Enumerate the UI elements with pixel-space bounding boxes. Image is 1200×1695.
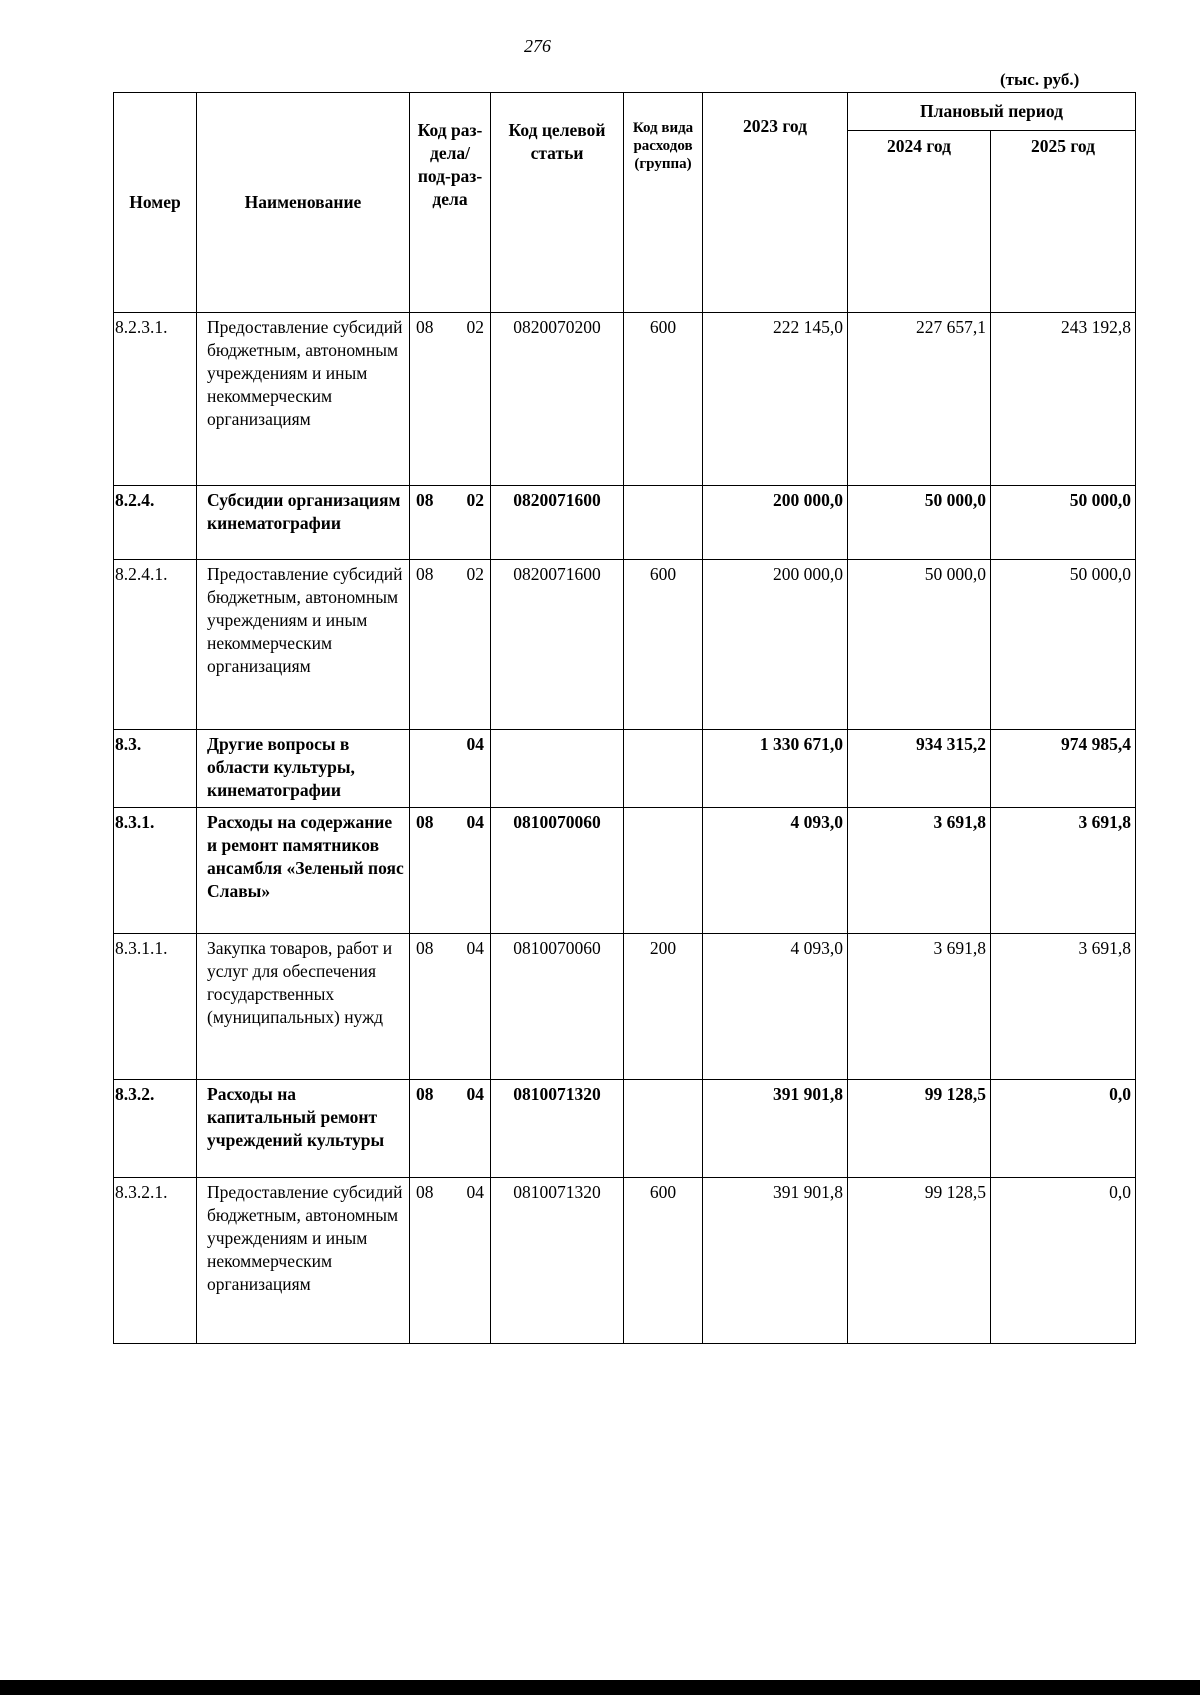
table-row (114, 730, 1136, 808)
row-number: 8.2.3.1. (114, 313, 197, 486)
row-section: 08 (416, 490, 434, 510)
header-year-2025: 2025 год (991, 131, 1136, 313)
table-row (114, 560, 1136, 730)
row-target-code: 0810071320 (491, 1178, 624, 1344)
header-number: Номер (114, 93, 197, 313)
row-target-code: 0820071600 (491, 486, 624, 560)
row-section: 08 (416, 317, 434, 337)
row-number: 8.2.4.1. (114, 560, 197, 730)
table-row (114, 313, 1136, 486)
row-target-code: 0810071320 (491, 1080, 624, 1178)
table-body (114, 313, 1136, 1344)
row-subsection: 04 (466, 812, 484, 832)
row-amount-2025: 0,0 (991, 1178, 1136, 1344)
row-expense-type (624, 486, 703, 560)
row-amount-2025: 0,0 (991, 1080, 1136, 1178)
row-amount-2025: 3 691,8 (991, 808, 1136, 934)
row-name: Предоставление субсидий бюджетным, автономным учреждениям и иным некоммерческим организациям (197, 1178, 410, 1344)
row-section-code (410, 808, 491, 934)
row-subsection: 02 (466, 317, 484, 337)
row-name: Предоставление субсидий бюджетным, автономным учреждениям и иным некоммерческим организациям (197, 313, 410, 486)
row-amount-2023: 4 093,0 (703, 808, 848, 934)
scan-border (0, 1680, 1200, 1695)
row-target-code: 0820071600 (491, 560, 624, 730)
header-year-2023: 2023 год (703, 93, 848, 313)
row-number: 8.2.4. (114, 486, 197, 560)
header-section-code: Код раз-дела/ под-раз-дела (410, 93, 491, 313)
table-row (114, 1080, 1136, 1178)
header-target-code: Код целевой статьи (491, 93, 624, 313)
row-number: 8.3. (114, 730, 197, 808)
row-subsection: 02 (466, 564, 484, 584)
table-row (114, 808, 1136, 934)
row-name: Расходы на капитальный ремонт учреждений культуры (197, 1080, 410, 1178)
row-name: Расходы на содержание и ремонт памятников ансамбля «Зеленый пояс Славы» (197, 808, 410, 934)
row-amount-2023: 391 901,8 (703, 1178, 848, 1344)
row-subsection: 04 (466, 938, 484, 958)
units-label: (тыс. руб.) (1000, 70, 1080, 89)
row-amount-2024: 3 691,8 (848, 808, 991, 934)
row-expense-type (624, 730, 703, 808)
row-section-code (410, 560, 491, 730)
table-row (114, 486, 1136, 560)
row-amount-2025: 974 985,4 (991, 730, 1136, 808)
row-name: Субсидии организациям кинематографии (197, 486, 410, 560)
row-section-code (410, 313, 491, 486)
row-number: 8.3.2.1. (114, 1178, 197, 1344)
table-row (114, 1178, 1136, 1344)
row-number: 8.3.1.1. (114, 934, 197, 1080)
row-amount-2024: 227 657,1 (848, 313, 991, 486)
header-expense-type-code: Код вида расходов (группа) (624, 93, 703, 313)
row-number: 8.3.1. (114, 808, 197, 934)
header-planning-period: Плановый период (848, 93, 1136, 131)
row-name: Закупка товаров, работ и услуг для обеспечения государственных (муниципальных) нужд (197, 934, 410, 1080)
row-section: 08 (416, 564, 434, 584)
row-section-code (410, 486, 491, 560)
table-row (114, 934, 1136, 1080)
row-section: 08 (416, 1084, 434, 1104)
row-subsection: 02 (466, 490, 484, 510)
row-subsection: 04 (466, 734, 484, 754)
row-expense-type: 200 (624, 934, 703, 1080)
row-target-code: 0820070200 (491, 313, 624, 486)
row-amount-2025: 243 192,8 (991, 313, 1136, 486)
row-amount-2024: 99 128,5 (848, 1178, 991, 1344)
row-expense-type (624, 1080, 703, 1178)
header-year-2024: 2024 год (848, 131, 991, 313)
row-target-code (491, 730, 624, 808)
row-amount-2023: 200 000,0 (703, 486, 848, 560)
row-expense-type: 600 (624, 560, 703, 730)
row-amount-2023: 1 330 671,0 (703, 730, 848, 808)
row-section-code (410, 934, 491, 1080)
row-number: 8.3.2. (114, 1080, 197, 1178)
row-section-code (410, 730, 491, 808)
row-expense-type: 600 (624, 1178, 703, 1344)
row-amount-2024: 50 000,0 (848, 486, 991, 560)
row-section-code (410, 1080, 491, 1178)
row-subsection: 04 (466, 1084, 484, 1104)
row-section: 08 (416, 1182, 434, 1202)
row-amount-2023: 200 000,0 (703, 560, 848, 730)
row-name: Предоставление субсидий бюджетным, автономным учреждениям и иным некоммерческим организациям (197, 560, 410, 730)
budget-table (113, 92, 1136, 1344)
row-name: Другие вопросы в области культуры, кинематографии (197, 730, 410, 808)
row-section-code (410, 1178, 491, 1344)
row-amount-2024: 99 128,5 (848, 1080, 991, 1178)
row-section: 08 (416, 938, 434, 958)
row-amount-2023: 391 901,8 (703, 1080, 848, 1178)
row-amount-2023: 4 093,0 (703, 934, 848, 1080)
row-target-code: 0810070060 (491, 808, 624, 934)
row-target-code: 0810070060 (491, 934, 624, 1080)
row-amount-2024: 3 691,8 (848, 934, 991, 1080)
row-amount-2024: 934 315,2 (848, 730, 991, 808)
row-expense-type: 600 (624, 313, 703, 486)
row-amount-2023: 222 145,0 (703, 313, 848, 486)
row-amount-2025: 50 000,0 (991, 560, 1136, 730)
row-subsection: 04 (466, 1182, 484, 1202)
row-amount-2025: 50 000,0 (991, 486, 1136, 560)
row-amount-2025: 3 691,8 (991, 934, 1136, 1080)
row-expense-type (624, 808, 703, 934)
row-section: 08 (416, 812, 434, 832)
row-amount-2024: 50 000,0 (848, 560, 991, 730)
page-number: 276 (524, 36, 551, 56)
header-name: Наименование (197, 93, 410, 313)
